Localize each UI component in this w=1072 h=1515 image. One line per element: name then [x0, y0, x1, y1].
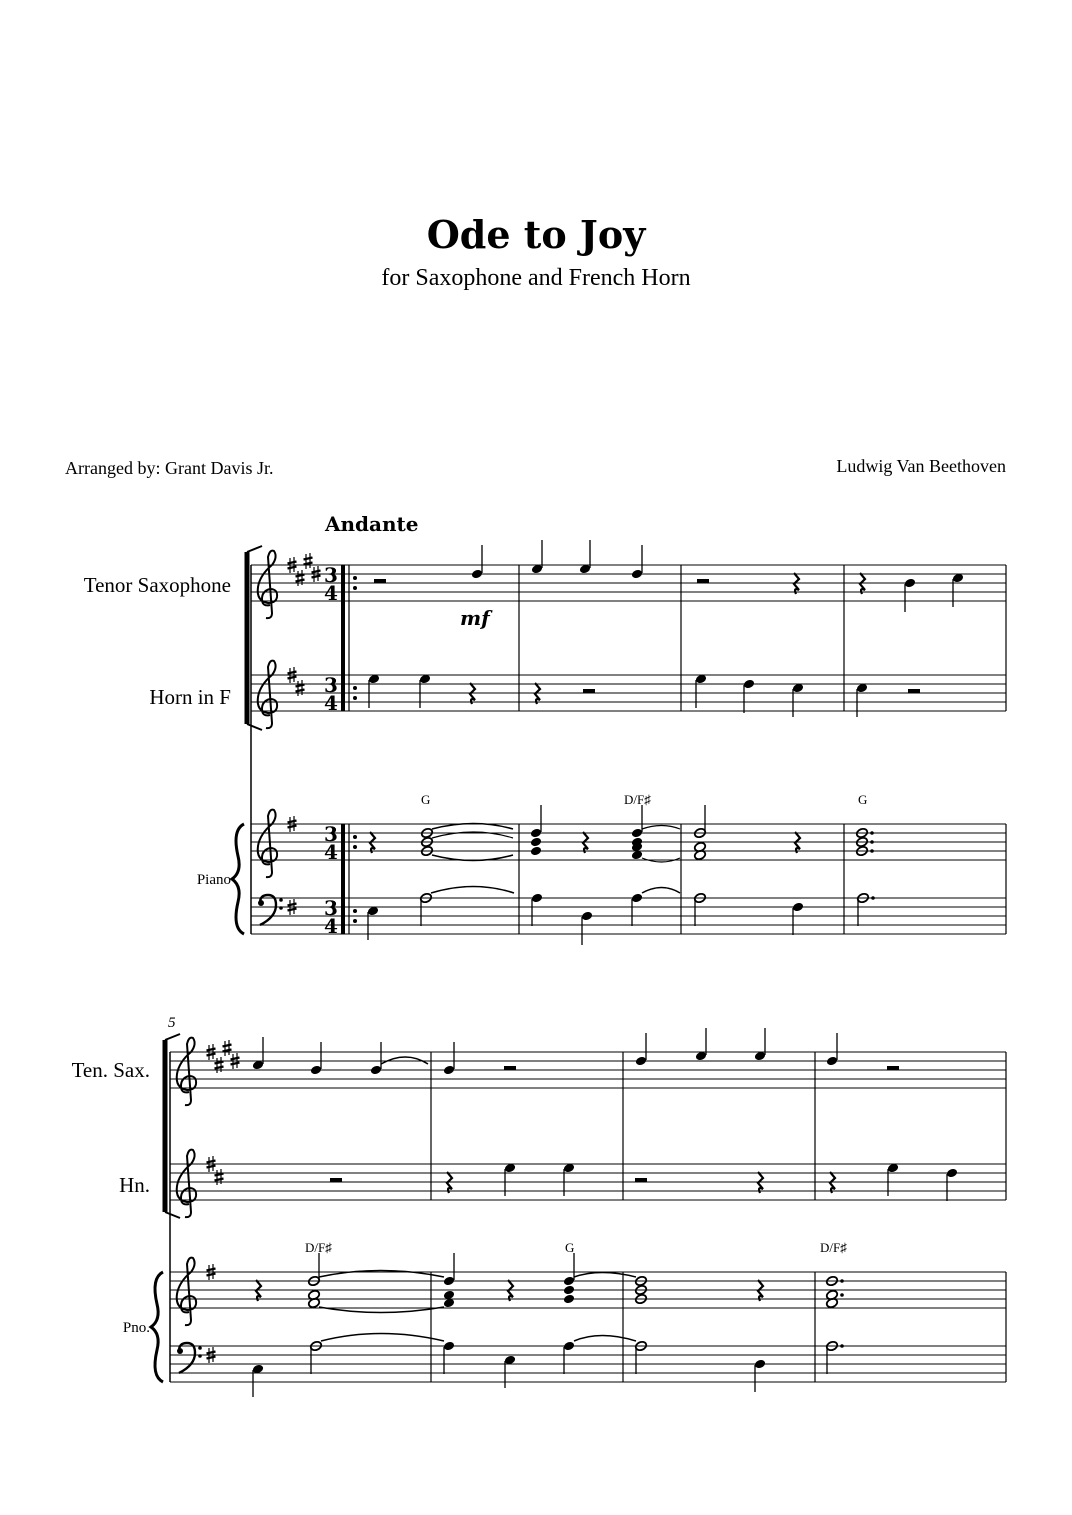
measure-number: 5: [168, 1015, 176, 1031]
chord-symbol: G: [565, 1240, 575, 1255]
arranger-credit: Arranged by: Grant Davis Jr.: [65, 458, 274, 478]
svg-text:3: 3: [324, 822, 338, 846]
staff-label-tenor-saxophone: Tenor Saxophone: [83, 573, 231, 597]
composer-credit: Ludwig Van Beethoven: [836, 456, 1006, 476]
svg-text:4: 4: [324, 691, 338, 715]
tempo-marking: Andante: [325, 512, 419, 536]
svg-text:4: 4: [324, 914, 338, 938]
score-subtitle: for Saxophone and French Horn: [381, 265, 691, 291]
svg-text:4: 4: [324, 581, 338, 605]
chord-symbol: G: [858, 792, 868, 807]
chord-symbol: D/F♯: [305, 1240, 332, 1255]
staff-label-hn: Hn.: [119, 1173, 150, 1197]
svg-text:3: 3: [324, 896, 338, 920]
svg-text:3: 3: [324, 563, 338, 587]
svg-text:4: 4: [324, 840, 338, 864]
svg-text:3: 3: [324, 673, 338, 697]
staff-label-ten-sax: Ten. Sax.: [71, 1058, 150, 1082]
staff-label-horn-in-f: Horn in F: [149, 685, 231, 709]
dynamic-mark: mf: [460, 606, 490, 630]
chord-symbol: D/F♯: [624, 792, 651, 807]
staff-label-pno: Pno.: [122, 1320, 150, 1336]
staff-label-piano: Piano: [196, 872, 231, 888]
chord-symbol: G: [421, 792, 431, 807]
score-title: Ode to Joy: [426, 212, 646, 257]
chord-symbol: D/F♯: [820, 1240, 847, 1255]
